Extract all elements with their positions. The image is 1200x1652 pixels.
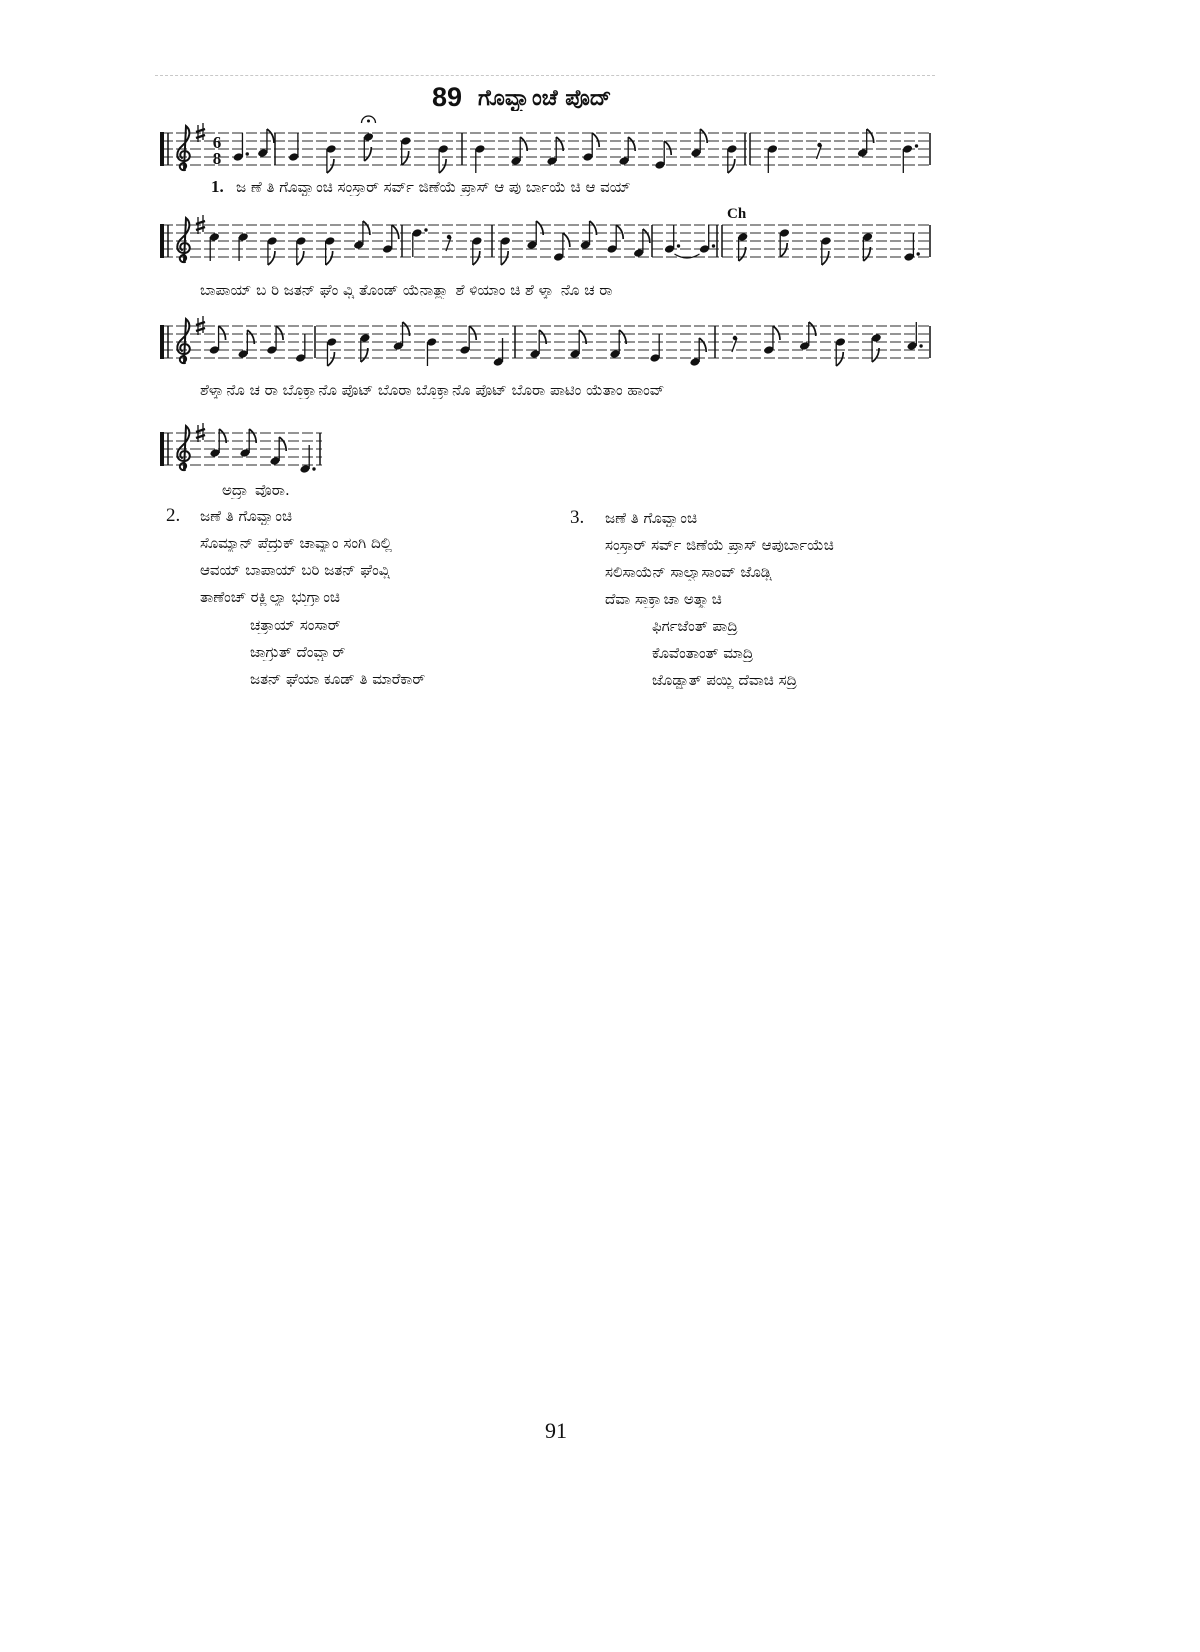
- note: [474, 144, 485, 173]
- note-flag: [592, 133, 599, 147]
- note-flag: [836, 352, 843, 366]
- page-number: 91: [545, 1418, 567, 1443]
- note: [904, 233, 920, 262]
- verse-3-number: 3.: [570, 507, 585, 528]
- note-flag: [327, 352, 334, 366]
- note: [438, 144, 449, 173]
- note-dot: [677, 244, 680, 247]
- song-title: ಗೊವ್ಳ್ಯಾಂಚೆ ಪೊದ್: [478, 86, 612, 111]
- lyric-line-2: ಬಾಪಾಯ್ ಬ ರಿ ಜತನ್ ಘೆಂ ವ್ಚಿ ತೊಂಡ್ ಯೆನಾತ್ಲ್ಯಾ ಶೆ ಳಿಯಾಂ ಚಿ ಶೆ ಳ್ಕ್ಯಾ ನೊ ಚ ರಾ: [200, 281, 613, 299]
- note-flag: [773, 326, 780, 340]
- verse-1-number: 1.: [211, 177, 224, 196]
- time-signature-top: 6: [212, 133, 222, 152]
- note: [553, 233, 570, 262]
- note: [426, 337, 437, 366]
- verse-3-line: ಜಣೆ ತಿ ಗೊವ್ಳ್ಯಾಂಚಿ: [605, 509, 698, 527]
- note-dot: [424, 228, 427, 231]
- verse-2-refrain-line: ಚತ್ರಾಯ್ ಸಂಸಾರ್: [250, 616, 341, 634]
- verse-3-line: ದೆವಾ ಸಾಕ್ರ್ಯಾಚಾ ಅತ್ಮ್ಯಾಚಿ: [605, 590, 722, 608]
- verse-2-line: ಆವಯ್ ಬಾಪಾಯ್ ಬರಿ ಜತನ್ ಘೆಂವ್ಚಿ: [200, 561, 390, 579]
- fermata-dot: [367, 120, 370, 123]
- note-dot: [919, 344, 922, 347]
- note-dot: [246, 152, 249, 155]
- note: [400, 136, 411, 165]
- verse-2-line: ತಾಣೆಂಚ್ ರಕ್ಲ್ಲಿಲ್ಯಾ ಭುಗ್ರ್ಯಾಂಚಿ: [200, 588, 340, 606]
- verse-2-refrain-line: ಜಾಗ್ರುತ್ ದೆಂವ್ಚ್ಯಾರ್: [250, 643, 346, 661]
- note-flag: [822, 251, 829, 265]
- note-dot: [312, 467, 315, 470]
- note: [664, 225, 680, 254]
- verse-3-refrain-line: ಫಿರ್ಗಜೆಂತ್ ಪಾದ್ರಿ: [652, 617, 738, 635]
- verse-3-refrain-line: ಜೊಡ್ಪ್ರಾತ್ ಪಯ್ಲಿ ದೆವಾಚಿ ಸದ್ರಿ: [652, 671, 797, 689]
- note-dot: [915, 144, 918, 147]
- note: [267, 236, 278, 265]
- note: [820, 236, 831, 265]
- note: [288, 133, 299, 162]
- note-flag: [664, 141, 671, 155]
- note: [902, 144, 918, 173]
- verse-2-number: 2.: [166, 505, 181, 526]
- note: [835, 337, 846, 366]
- note-flag: [616, 225, 623, 239]
- note: [324, 236, 335, 265]
- song-number: 89: [432, 82, 463, 112]
- note-flag: [276, 326, 283, 340]
- note: [471, 236, 482, 265]
- note: [411, 228, 427, 257]
- note-flag: [392, 225, 399, 239]
- staff-system-4: [162, 423, 322, 474]
- note-flag: [219, 326, 226, 340]
- note: [500, 236, 511, 265]
- note: [326, 144, 337, 173]
- note: [767, 144, 778, 173]
- note: [295, 334, 306, 363]
- note-flag: [473, 251, 480, 265]
- note-flag: [326, 251, 333, 265]
- verse-3-line: ಸಲಿಸಾಯೆನ್ ಸಾಲ್ವಾಸಾಂವ್ ಜೊಡ್ಚಿ: [605, 563, 772, 581]
- lyric-line-1: ಜ ಣೆ ತಿ ಗೊವ್ಳ್ಯಾಂಚಿ ಸಂಸ್ರಾರ್ ಸರ್ವ್ ಜಿಣೆಯೆ ಪ್ರಾಸ್ ಆ ಪು ರ್ಬಾಯೆ ಚಿ ಆ ವಯ್: [236, 178, 631, 196]
- note: [295, 236, 306, 265]
- chord-label: Ch: [727, 206, 747, 222]
- staff-system-1: [162, 116, 932, 173]
- note: [726, 144, 737, 173]
- note-flag: [327, 159, 334, 173]
- verse-3-refrain-line: ಕೊವೆಂತಾಂತ್ ಮಾದ್ರಿ: [652, 644, 754, 662]
- note-flag: [297, 251, 304, 265]
- note-flag: [563, 233, 570, 247]
- note-dot: [712, 244, 715, 247]
- lyric-line-3: ಶೆಳ್ಕ್ಯಾನೊ ಚ ರಾ ಬೊಕ್ರ್ಯಾನೊ ಪೊಟ್ ಬೊರಾ ಬೊಕ್ರ್ಯಾನೊ ಪೊಟ್ ಬೊರಾ ಪಾಟಿಂ ಯೆತಾಂ ಹಾಂವ್: [200, 381, 665, 399]
- note: [362, 116, 376, 161]
- note-flag: [728, 159, 735, 173]
- verse-2-line: ಸೊಮ್ಯಾನ್ ಪೆದ್ರುಕ್ ಚಾವ್ಯಾಂ ಸಂಗಿ ದಿಲ್ಲಿ: [200, 534, 393, 552]
- staff-system-3: [162, 316, 932, 367]
- note-flag: [780, 243, 787, 257]
- note-flag: [268, 251, 275, 265]
- music-score: [0, 0, 1200, 500]
- note-flag: [501, 251, 508, 265]
- note-dot: [917, 252, 920, 255]
- verse-2-line: ಜಣೆ ತಿ ಗೊವ್ಳ್ಯಾಂಚಿ: [200, 507, 293, 525]
- verse-2-refrain-line: ಜತನ್ ಘೆಯಾ ಕೂಡ್ ತಿ ಮಾರೆಕಾರ್: [250, 670, 426, 688]
- note: [649, 334, 660, 363]
- time-signature-bottom: 8: [212, 149, 222, 168]
- lyric-line-4: ಅದ್ರ್ಯಾ ವೊರಾ.: [222, 481, 290, 499]
- note: [779, 228, 790, 257]
- note-flag: [439, 159, 446, 173]
- staff-system-2: [162, 215, 932, 265]
- note: [326, 337, 337, 366]
- verse-3-line: ಸಂಸ್ರಾರ್ ಸರ್ವ್ ಜಿಣೆಯೆ ಪ್ರಾಸ್ ಆಪುರ್ಬಾಯೆಚಿ: [605, 536, 834, 554]
- note: [763, 326, 780, 355]
- note-flag: [469, 326, 476, 340]
- note-flag: [402, 151, 409, 165]
